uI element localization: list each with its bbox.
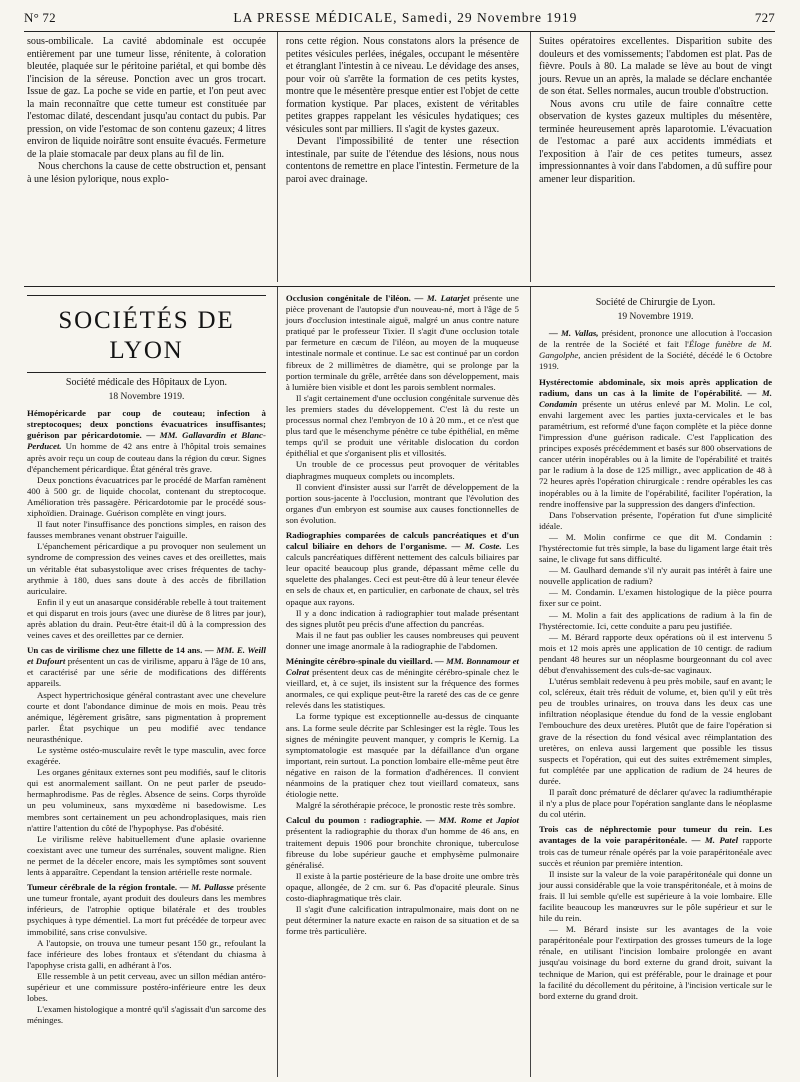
- paragraph: — M. Gaulhard demande s'il n'y aurait pas intérêt à faire une nouvelle application de radium?: [538, 565, 773, 587]
- paragraph: L'utérus semblait redevenu à peu près mobile, sauf en avant; le col, scléreux, était très réduit de volume, et, bien qu'il y eût très peu de troubles urinaires, on trouva dans les deux cas une infiltration néoplasique étendue du fond de la vessie englobant l'embouchure des deux uretères. Plutôt que de faire l'opération si grave de la résection du fond vésical avec réimplantation des uretères, on enleva aussi largement que possible les tissus suspects et l'opération, qui eut des suites extrêmement simples, fut complétée par une application de radium de 24 heures de durée.: [538, 676, 773, 786]
- paragraph: Nous avons cru utile de faire connaître cette observation de kystes gazeux multiples du mésentère, terminée heureusement après laparotomie. L'évacuation de l'estomac a paré aux accidents immédiats et l'exposition à l'air de ces petites tumeurs, assez impressionnantes à voir dans l'abdomen, a dû suffire pour amener leur disparition.: [538, 98, 773, 185]
- paragraph: — M. Bérard rapporte deux opérations où il est intervenu 5 mois et 12 mois après une application de 10 centigr. de radium pendant 48 heures sur un néoplasme bourgeonnant du col avec début d'envahissement des culs-de-sac vaginaux.: [538, 631, 773, 675]
- article-authors: — MM. Bonnamour et Colrat: [285, 656, 519, 678]
- meeting-date: 18 Novembre 1919.: [108, 392, 185, 403]
- article-authors: — MM. E. Weill et Dufourt: [27, 645, 266, 667]
- article-text: présentent un cas de virilisme, apparu à l'âge de 10 ans, et caractérisé par une série de modifications des différents appareils.: [27, 656, 266, 689]
- journal-title: LA PRESSE MÉDICALE, Samedi, 29 Novembre 1919: [233, 10, 578, 25]
- article: [539, 377, 772, 510]
- article-title: Hémopéricarde par coup de couteau; infection à streptocoques; deux ponctions évacuatrices insuffisantes; guérison par péricardotomie.: [27, 408, 266, 441]
- paragraph: Un trouble de ce processus peut provoquer de véritables diaphragmes muqueux complets ou incomplets.: [285, 459, 519, 481]
- article-text: Les calculs pancréatiques diffèrent nettement des calculs biliaires par leur opacité beaucoup plus grande, dépassant même celle du squelette des phalanges. Ceci est peut-être dû à leur teneur élevée en sels de chaux et, en particulier, en carbonate de chaux, sel très opaque aux rayons.: [285, 541, 519, 607]
- article-text: présente une tumeur frontale, ayant produit des douleurs dans les membres inférieurs, de l'atrophie optique bilatérale et des troubles psychiques à type démentiel. La mort fut précédée de torpeur avec immobilité, sans crise convulsive.: [27, 882, 266, 937]
- article-title: Calcul du poumon : radiographie.: [285, 815, 422, 826]
- paragraph: Suites opératoires excellentes. Disparition subite des douleurs et des vomissements; l'abdomen est plat. Pas de fièvre. Pouls à 80. La malade se lève au bout de vingt jours. Revue un an après, la malade se déclare enchantée de son état. Selles normales, aucun trouble d'obstruction.: [538, 36, 773, 97]
- article-title: Un cas de virilisme chez une fillette de 14 ans.: [27, 645, 203, 656]
- paragraph: Devant l'impossibilité de tenter une résection intestinale, par suite de l'étendue des lésions, nous nous contentons de remettre en place l'intestin. Fermeture de la paroi avec drainage.: [285, 136, 519, 185]
- societes-section: [24, 287, 775, 1077]
- paragraph: Il insiste sur la valeur de la voie parapéritonéale qui donne un jour aussi considérable que la voie transpéritonéale, et à moins de frais. Il lui semble qu'elle est supérieure à la voie lombaire. Elle facilite beaucoup les manœuvres sur le pôle supérieur et sur le hile du rein.: [538, 868, 773, 924]
- article: [27, 645, 266, 689]
- article-authors: — M. Patel: [691, 835, 739, 846]
- article-title: Radiographies comparées de calculs pancréatiques et d'un calcul biliaire en dehors de l'organisme.: [285, 529, 519, 552]
- paragraph: — M. Molin a fait des applications de radium à la fin de l'hystérectomie. Ici, cette conduite a paru peu justifiée.: [538, 609, 773, 631]
- paragraph: [539, 328, 772, 372]
- article-text: ancien président de la Société, décédé le 6 Octobre 1919.: [538, 350, 773, 372]
- article-title: Méningite cérébro-spinale du vieillard.: [285, 656, 433, 666]
- article-text: présente une pièce provenant de l'autopsie d'un nouveau-né, mort à l'âge de 5 jours d'occlusion intestinale aiguë, malgré un anus contre nature pratiqué par le professeur Tixier. Il s'agit d'une occlusion totale par fermeture en cæcum de l'iléon, au moyen de la muqueuse intestinale normale et continue. Le sac est continué par un cordon fibreux de 2 millimètres de diamètre, qui se prolonge par la portion terminale du grêle, arrêtée dans son développement, mais à lumière bien visible et dont les parois semblent normales.: [285, 293, 519, 392]
- article-authors: — M. Pallasse: [179, 882, 234, 893]
- paragraph: A l'autopsie, on trouva une tumeur pesant 150 gr., refoulant la face inférieure des lobes frontaux et s'étendant du chiasma à l'apophyse crista galli, en adhérant à l'os.: [27, 937, 266, 970]
- article: [286, 656, 519, 711]
- society-heading: Société de Chirurgie de Lyon.: [595, 297, 716, 308]
- paragraph: Il convient d'insister aussi sur l'arrêt de développement de la portion sous-jacente à l'occlusion, montrant que l'évolution des organes d'un embryon est soumise aux causes fonctionnelles de son évolution.: [285, 481, 519, 525]
- article-authors: — MM. Gallavardin et Blanc-Perducet.: [27, 430, 266, 452]
- top-column-3: [530, 32, 775, 282]
- article-title: Trois cas de néphrectomie pour tumeur du rein. Les avantages de la voie parapéritonéale.: [538, 824, 773, 846]
- paragraph: Il s'agit d'une calcification intrapulmonaire, mais dont on ne peut déterminer la nature exacte en raison de sa situation et de sa forme très particulière.: [285, 904, 519, 937]
- top-column-1: [24, 32, 269, 282]
- paragraph: — M. Condamin. L'examen histologique de la pièce pourra fixer sur ce point.: [538, 587, 773, 609]
- article-text: présente un utérus enlevé par M. Molin. Le col, envahi largement avec les parties juxta-cervicales et le bas paramétrium, est reformé d'une façon complète et la pièce donne l'impression d'une guérison radicale. C'est l'application des principes exposés précédemment et basés sur 800 observations de cancer utérin inopérables ou à la limite de l'opérabilité et traités par le radium à la dose de 125 milligr., avec application de 48 à 72 heures après l'opération chirurgicale : rendre opérables les cas inopérables ou à la limite de l'opérabilité, faciliter l'opération, la rendre inoffensive par la suppression des dangers d'infection.: [538, 398, 773, 509]
- article: [539, 824, 772, 868]
- article-title: Hystérectomie abdominale, six mois après application de radium, dans un cas à la limite de l'opérabilité.: [538, 376, 773, 398]
- paragraph: L'examen histologique a montré qu'il s'agissait d'un sarcome des méninges.: [27, 1004, 266, 1026]
- column-a: [24, 287, 269, 1077]
- article-authors: — MM. Rome et Japiot: [425, 815, 519, 826]
- article: [286, 815, 519, 870]
- paragraph: — M. Molin confirme ce que dit M. Condamin : l'hystérectomie fut très simple, la base du ligament large était très saine, le clivage fut sans difficulté.: [538, 531, 773, 565]
- article-authors: — M. Latarjet: [414, 293, 470, 303]
- article-title: Tumeur cérébrale de la région frontale.: [27, 882, 178, 893]
- article-text: Un homme de 42 ans entre à l'hôpital trois semaines après avoir reçu un coup de couteau dans la région du cœur. Signes d'épanchement péricardique. État général très grave.: [27, 441, 266, 474]
- paragraph: — M. Bérard insiste sur les avantages de la voie parapéritonéale pour l'extirpation des grosses tumeurs de la loge rénale, en utilisant l'incision lombaire prolongée en avant jusqu'au voisinage du bord externe du grand droit, suivant la technique de Marion, qui est préférable, pour le drainage et pour la facilité du décollement du péritoine, à l'incision verticale sur le bord externe du grand droit.: [538, 924, 773, 1001]
- page-number: 727: [754, 10, 775, 25]
- paragraph: Le système ostéo-musculaire revêt le type masculin, avec force exagérée.: [27, 745, 266, 767]
- title-rule-top: [27, 295, 266, 296]
- meeting-date: 19 Novembre 1919.: [617, 312, 694, 323]
- issue-number: N° 72: [24, 10, 56, 25]
- paragraph: Aspect hypertrichosique général contrastant avec une chevelure courte et dont l'abondance diminue de mois en mois. Peau très anémique, légèrement grisâtre, sans pigmentation à proprement parler. État psychique un peu modifié avec tendance neurasthénique.: [27, 689, 266, 744]
- paragraph: Nous cherchons la cause de cette obstruction et, pensant à une lésion pylorique, nous explo-: [27, 161, 266, 185]
- article-title: Occlusion congénitale de l'iléon.: [285, 293, 411, 303]
- article-authors: — M. Coste.: [451, 541, 502, 552]
- paragraph: Les organes génitaux externes sont peu modifiés, sauf le clitoris qui est anormalement saillant. On ne peut parler de pseudo-hermaphrodisme. Pas de règles. Absence de seins. Corps thyroïde un peu volumineux, sans myxœdème ni basedowisme. Les membres sont certainement un peu achondroplasiques, mais rien n'attire l'attention du côté de l'hypophyse. Pas d'obésité.: [27, 767, 266, 833]
- column-c: [530, 287, 775, 1077]
- paragraph: Malgré la sérothérapie précoce, le pronostic reste très sombre.: [295, 800, 516, 811]
- section-title: SOCIÉTÉS DE LYON: [58, 307, 235, 364]
- article: [286, 293, 519, 393]
- paragraph: Il y a donc indication à radiographier tout malade présentant des signes plutôt peu précis d'une affection du pancréas.: [285, 607, 519, 629]
- paragraph: Il faut noter l'insuffisance des ponctions simples, en raison des fausses membranes venant obstruer l'aiguille.: [27, 519, 266, 541]
- running-header: [24, 10, 775, 28]
- paragraph: Il s'agit certainement d'une occlusion congénitale survenue dès les premiers stades du développement. C'est là du reste un processus normal chez l'embryon de 10 à 20 mm., et ce n'est que plus tard que le mésenchyme pénètre ce tube épithélial, en même temps qu'il se produit une véritable dislocation du cordon épithélial et que s'organisent plis et villosités.: [285, 392, 519, 459]
- article-text: rapporte trois cas de tumeur rénale opérés par la voie parapéritonéale avec succès et réunion par première intention.: [538, 835, 773, 868]
- paragraph: rons cette région. Nous constatons alors la présence de petites vésicules perlées, inégales, occupant le mésentère et étranglant l'intestin à ce niveau. Le dévidage des anses, pour voir où s'arrête la formation de ces petits kystes, montre que le mésentère presque entier est l'objet de cette formation kystique. Par places, existent de véritables petites grappes rappelant les vésicules hydatiques; ces vésicules sont par milliers. Il s'agit de kystes gazeux.: [285, 36, 519, 135]
- column-b: [277, 287, 522, 1077]
- paragraph: Le virilisme relève habituellement d'une aplasie ovarienne coexistant avec une tumeur des surrénales, souvent maligne. Rien ne permet de la déceler encore, mais les symptômes sont souvent lents à apparaître. Cependant la tension artérielle reste normale.: [27, 833, 266, 878]
- society-heading: Société médicale des Hôpitaux de Lyon.: [65, 377, 227, 388]
- paragraph: Enfin il y eut un anasarque considérable rebelle à tout traitement et qui disparut en trois jours (avec une diurèse de 8 litres par jour), après ablation du drain. Peut-être était-il dû à la compression des veines caves et des oreillettes par ce dernier.: [27, 596, 266, 641]
- article-authors: — M. Vallas,: [548, 328, 599, 339]
- eulogy-title: Éloge funèbre de M. Gangolphe,: [538, 339, 773, 361]
- paragraph: La forme typique est exceptionnelle au-dessus de cinquante ans. La forme seule décrite par Schlesinger est la règle. Tous les signes de méningite peuvent manquer, y compris le Kernig. La symptomatologie est masquée par la défaillance d'un organe important, rein surtout. La ponction lombaire elle-même peut être négative en raison de la formation d'adhérences. Il convient néanmoins de la pratiquer chez tout vieillard comateux, sans étiologie nette.: [285, 711, 519, 800]
- title-rule-bottom: [27, 372, 266, 373]
- article: [27, 882, 266, 937]
- paragraph: Deux ponctions évacuatrices par le procédé de Marfan ramènent 400 à 500 gr. de liquide chocolat, contenant du streptocoque. Amélioration très passagère. Péricardotomie par le procédé sous-xiphoïdien. Drainage. Guérison complète en vingt jours.: [27, 474, 266, 519]
- top-column-2: [277, 32, 522, 282]
- paragraph: L'épanchement péricardique a pu provoquer non seulement un syndrome de compression des veines caves et des oreillettes, mais un véritable état subasystolique avec crises fréquentes de tachy-arythmie à 180, dues sans doute à des accès de fibrillation auriculaire.: [27, 541, 266, 596]
- article-text: président, prononce une allocution à l'occasion de la rentrée de la Société et fait l': [538, 328, 773, 350]
- paragraph: Dans l'observation présente, l'opération fut d'une simplicité idéale.: [538, 509, 773, 531]
- continued-article: [24, 32, 775, 282]
- paragraph: Mais il ne faut pas oublier les causes nombreuses qui peuvent donner une image anormale à la radiographie de l'abdomen.: [285, 629, 519, 651]
- paragraph: sous-ombilicale. La cavité abdominale est occupée entièrement par une tumeur lisse, rénitente, à coloration bleutée, plaquée sur le péritoine pariétal, et qui bombe dès l'incision de la séreuse. Ponction avec un gros trocart. Issue de gaz. La poche se vide en partie, et l'on peut avec la main reconnaître que cette tumeur est constituée par l'estomac dilaté, descendant jusqu'au contact du pubis. Par pression, on vide l'estomac de son contenu gazeux; 4 litres environ de liquide noirâtre sont ensuite évacués. Fermeture de la plaie stomacale par deux plans au fil de lin.: [27, 36, 266, 160]
- article: [27, 408, 266, 475]
- article: [286, 530, 519, 608]
- paragraph: Elle ressemble à un petit cerveau, avec un sillon médian antéro-supérieur et une commissure postéro-inférieure entre les deux lobes.: [27, 970, 266, 1004]
- paragraph: Il existe à la partie postérieure de la base droite une ombre très opaque, allongée, de 2 cm. sur 6. Pas d'opacité pleurale. Sinus costo-diaphragmatique très clair.: [285, 870, 519, 903]
- article-authors: — M. Condamin: [538, 387, 773, 409]
- article-text: présentent deux cas de méningite cérébro-spinale chez le vieillard, et, à ce sujet, ils insistent sur la fréquence des formes anormales, ce qui explique peut-être la rareté des cas de ce genre relevés dans les statistiques.: [285, 667, 519, 711]
- article-text: présentent la radiographie du thorax d'un homme de 46 ans, en traitement depuis 1906 pour bronchite chronique, tuberculose fibreuse du lobe supérieur gauche et emphysème pulmonaire généralisé.: [285, 826, 519, 870]
- paragraph: Il paraît donc prématuré de déclarer qu'avec la radiumthérapie il n'y a plus de place pour l'opération sanglante dans le néoplasme du col utérin.: [538, 787, 773, 820]
